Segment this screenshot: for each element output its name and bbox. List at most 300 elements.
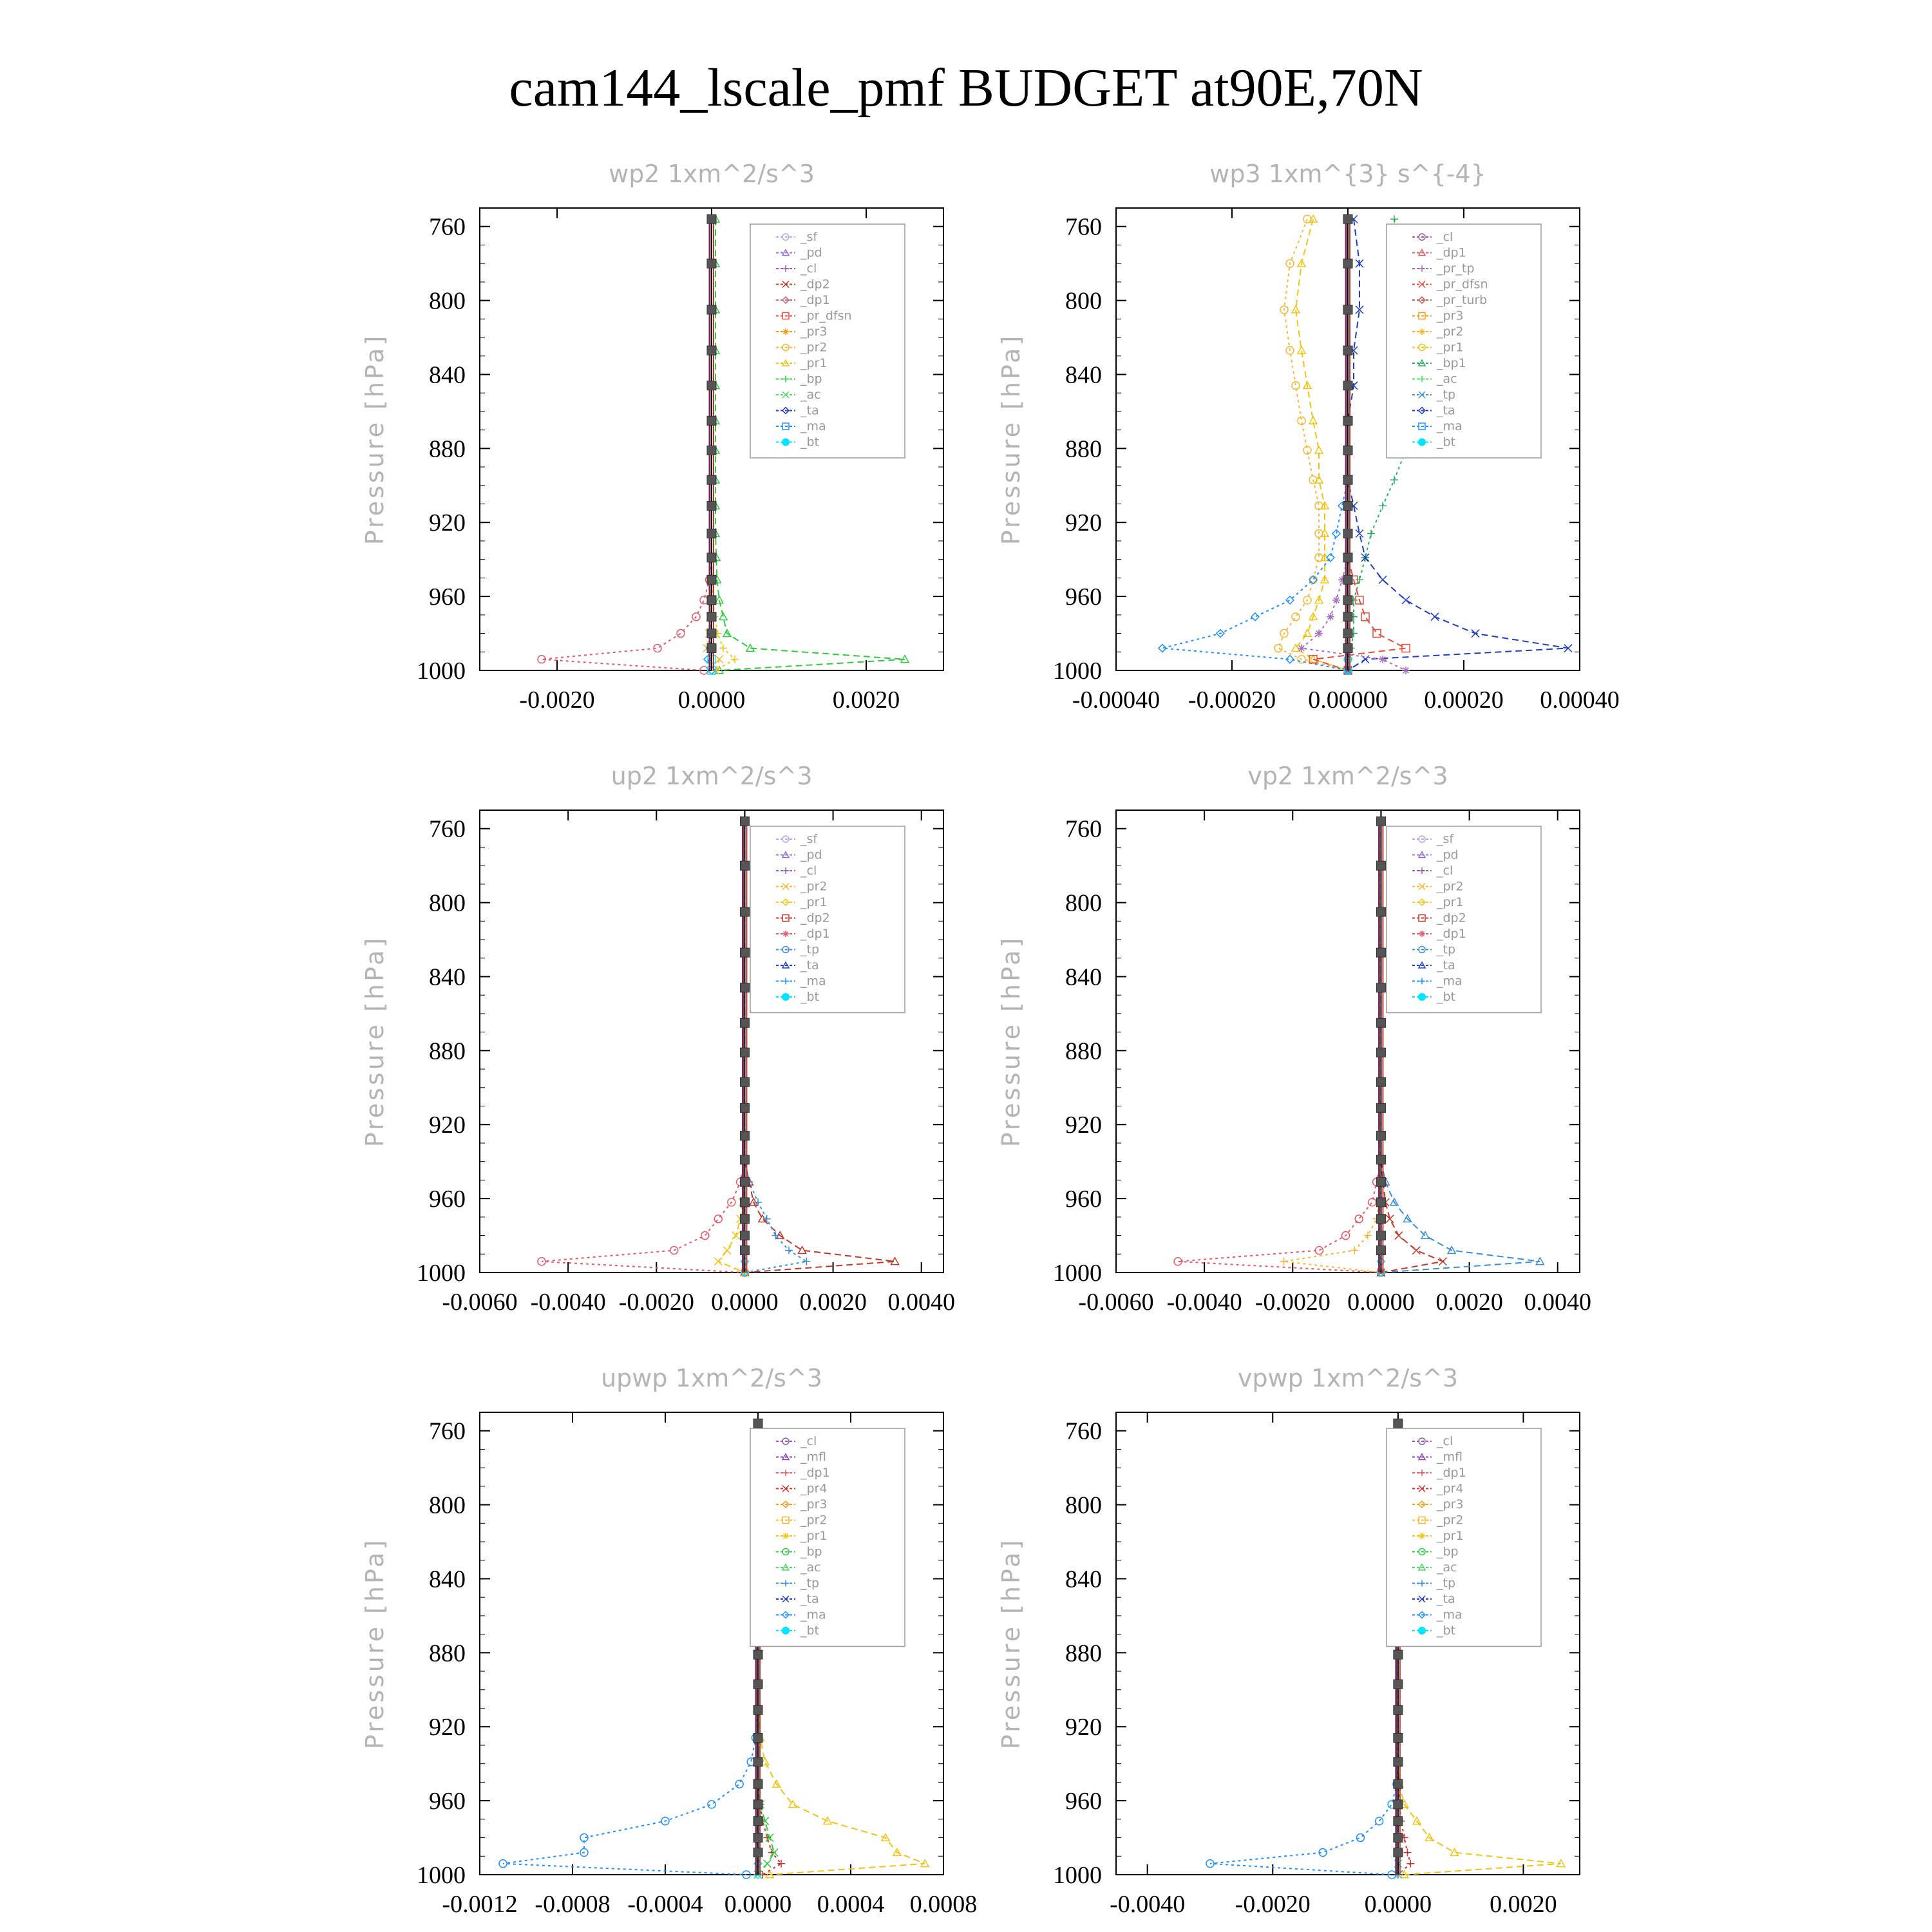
zero-cluster-marker [707, 553, 716, 562]
series-point [802, 1258, 810, 1265]
y-tick-label: 880 [1065, 1037, 1102, 1065]
series-point [1376, 1817, 1383, 1825]
y-tick-label: 800 [1065, 1492, 1102, 1519]
series-line-pr2 [1284, 821, 1381, 1273]
legend-entry-label: _tp [800, 942, 820, 957]
y-tick-label: 1000 [1053, 1862, 1102, 1889]
legend-entry-label: _pr1 [800, 356, 828, 370]
panel-title: vpwp 1xm^2/s^3 [1237, 1364, 1459, 1392]
legend-entry-label: _ma [800, 1607, 826, 1622]
legend-entry-label: _dp1 [1437, 245, 1466, 260]
y-tick-label: 760 [429, 213, 466, 241]
series-point [1364, 1232, 1372, 1240]
zero-cluster-marker [1343, 305, 1352, 314]
y-axis-label: Pressure [hPa] [361, 333, 389, 545]
y-tick-label: 800 [429, 1492, 466, 1519]
series-point [1472, 630, 1479, 638]
legend-entry-label: _pr_dfsn [1437, 277, 1488, 292]
zero-cluster-marker [1376, 1103, 1385, 1112]
panel-title: wp2 1xm^2/s^3 [609, 160, 815, 188]
legend-entry-label: _sf [1437, 832, 1454, 846]
legend-entry-label: _pr1 [800, 1529, 828, 1543]
zero-cluster-marker [753, 1733, 762, 1742]
y-tick-label: 920 [429, 1714, 466, 1741]
zero-cluster-marker [707, 501, 716, 510]
x-tick-label: 0.00040 [1540, 687, 1620, 714]
zero-cluster-marker [740, 1155, 749, 1164]
legend-entry-label: _bt [1437, 435, 1456, 450]
series-line-pr1 [1296, 219, 1348, 670]
zero-cluster-marker [753, 1419, 762, 1428]
series-point [1402, 667, 1410, 674]
series-line-dp1 [1178, 821, 1381, 1273]
zero-cluster-marker [753, 1680, 762, 1689]
series-point [1315, 630, 1323, 638]
y-tick-label: 960 [429, 583, 466, 611]
legend-entry-label: _pr2 [800, 1513, 828, 1528]
legend-entry-label: _pr2 [800, 879, 828, 894]
legend-entry-label: _cl [800, 1434, 817, 1448]
zero-cluster-marker [707, 612, 716, 621]
series-point [1373, 630, 1381, 638]
panel-title: wp3 1xm^{3} s^{-4} [1209, 160, 1486, 188]
zero-cluster-marker [753, 1757, 762, 1766]
legend-entry-label: _dp2 [800, 911, 830, 925]
legend-entry-label: _pr2 [800, 340, 828, 355]
legend-entry-label: _ma [1437, 1607, 1463, 1622]
legend-entry-label: _ma [1437, 974, 1463, 989]
legend-entry-label: _pr2 [1437, 1513, 1464, 1528]
legend-marker [1419, 931, 1425, 937]
legend-entry-label: _pr1 [1437, 895, 1464, 909]
series-point [1292, 613, 1300, 621]
zero-cluster-marker [1376, 1077, 1385, 1086]
y-axis-label: Pressure [hPa] [361, 935, 389, 1148]
y-tick-label: 840 [429, 1566, 466, 1593]
legend-entry-label: _dp2 [1437, 911, 1466, 925]
y-tick-label: 880 [429, 1640, 466, 1667]
x-tick-label: -0.0060 [442, 1289, 518, 1316]
legend-marker [782, 1533, 789, 1539]
legend-entry-label: _tp [1437, 942, 1456, 957]
series-point [1356, 576, 1363, 583]
legend-entry-label: _pr1 [1437, 1529, 1464, 1543]
x-tick-label: -0.0040 [1110, 1891, 1186, 1918]
zero-cluster-marker [1394, 1800, 1403, 1809]
y-tick-label: 920 [1065, 509, 1102, 537]
series-point [1390, 476, 1398, 484]
zero-cluster-marker [1394, 1705, 1403, 1714]
chart-panel-6 [997, 1364, 1580, 1918]
legend-entry-label: _ma [800, 974, 826, 989]
y-tick-label: 800 [1065, 287, 1102, 315]
x-tick-label: 0.0020 [1490, 1891, 1557, 1918]
y-tick-label: 800 [429, 287, 466, 315]
legend-entry-label: _cl [1437, 864, 1454, 878]
x-tick-label: -0.00040 [1072, 687, 1160, 714]
series-point [1251, 613, 1259, 621]
zero-cluster-marker [707, 575, 716, 584]
legend-entry-label: _pr1 [1437, 340, 1464, 355]
series-point [719, 645, 727, 652]
zero-cluster-marker [1376, 1246, 1385, 1255]
legend-box [750, 224, 905, 458]
x-tick-label: -0.0004 [627, 1891, 703, 1918]
zero-cluster-marker [740, 1177, 749, 1186]
legend-entry-label: _pd [1437, 848, 1459, 862]
chart-panel-2 [997, 160, 1620, 714]
y-tick-label: 880 [1065, 1640, 1102, 1667]
zero-cluster-marker [1394, 1680, 1403, 1689]
zero-cluster-marker [707, 381, 716, 390]
y-tick-label: 1000 [417, 1862, 466, 1889]
zero-cluster-marker [753, 1800, 762, 1809]
zero-cluster-marker [1394, 1419, 1403, 1428]
series-point [1298, 645, 1305, 652]
zero-cluster-marker [707, 214, 716, 223]
zero-cluster-marker [1343, 596, 1352, 605]
legend-entry-label: _cl [800, 864, 817, 878]
legend-entry-label: _bt [800, 435, 820, 450]
legend-entry-label: _pr4 [1437, 1481, 1464, 1496]
x-tick-label: 0.0008 [909, 1891, 978, 1918]
zero-cluster-marker [1343, 501, 1352, 510]
legend-entry-label: _bp [800, 372, 822, 386]
zero-cluster-marker [1376, 861, 1385, 870]
y-tick-label: 920 [1065, 1714, 1102, 1741]
legend-entry-label: _ac [1437, 372, 1457, 386]
series-point [1386, 1215, 1394, 1223]
x-tick-label: -0.0040 [530, 1289, 606, 1316]
series-point [1439, 1258, 1446, 1265]
series-point [723, 1247, 731, 1255]
zero-cluster-marker [1376, 1231, 1385, 1240]
zero-cluster-marker [740, 948, 749, 957]
zero-cluster-marker [740, 861, 749, 870]
series-point [1332, 596, 1340, 604]
series-point [1280, 1258, 1288, 1265]
legend-entry-label: _ta [800, 958, 819, 972]
zero-cluster-marker [1376, 1018, 1385, 1027]
series-line-dp1 [542, 219, 712, 670]
legend-entry-label: _bt [800, 990, 820, 1004]
legend-entry-label: _cl [1437, 1434, 1454, 1448]
y-tick-label: 1000 [417, 658, 466, 685]
zero-cluster-marker [707, 416, 716, 425]
zero-cluster-marker [740, 1077, 749, 1086]
series-point [1356, 1834, 1364, 1842]
zero-cluster-marker [753, 1779, 762, 1788]
legend-entry-label: _dp2 [800, 277, 830, 292]
zero-cluster-marker [1376, 1215, 1385, 1224]
series-point [714, 1215, 722, 1223]
zero-cluster-marker [753, 1848, 762, 1857]
legend-entry-label: _pr1 [800, 895, 828, 909]
x-tick-label: 0.0020 [799, 1289, 867, 1316]
zero-cluster-marker [707, 259, 716, 268]
series-line-ma [503, 1423, 758, 1875]
series-point [1406, 1860, 1414, 1868]
series-point [715, 656, 723, 663]
series-point [1403, 1849, 1411, 1857]
legend-entry-label: _dp1 [1437, 1466, 1466, 1480]
zero-cluster-marker [1343, 446, 1352, 455]
zero-cluster-marker [707, 475, 716, 484]
legend-marker [782, 1627, 790, 1634]
legend-entry-label: _tp [1437, 1576, 1456, 1591]
legend-entry-label: _ac [800, 388, 821, 402]
x-tick-label: -0.0008 [535, 1891, 611, 1918]
legend-entry-label: _sf [800, 230, 818, 244]
zero-cluster-marker [707, 529, 716, 538]
series-point [1367, 529, 1375, 537]
zero-cluster-marker [1376, 1048, 1385, 1057]
legend-entry-label: _ta [800, 1592, 819, 1606]
legend-marker [782, 993, 790, 1001]
zero-cluster-marker [740, 1246, 749, 1255]
zero-cluster-marker [1376, 1198, 1385, 1207]
y-tick-label: 840 [1065, 1566, 1102, 1593]
legend-entry-label: _pr3 [1437, 308, 1464, 323]
legend-entry-label: _ta [1437, 1592, 1455, 1606]
legend-box [750, 1428, 905, 1647]
zero-cluster-marker [1343, 612, 1352, 621]
series-point [700, 596, 708, 604]
y-tick-label: 960 [429, 1788, 466, 1815]
legend-marker [1418, 1627, 1426, 1634]
legend-marker [1419, 328, 1425, 335]
series-point [1327, 613, 1334, 621]
zero-cluster-marker [740, 1198, 749, 1207]
legend-entry-label: _pr3 [800, 1497, 828, 1511]
zero-cluster-marker [753, 1817, 762, 1826]
zero-cluster-marker [740, 1131, 749, 1140]
zero-cluster-marker [1343, 553, 1352, 562]
series-point [1274, 645, 1282, 652]
legend-entry-label: _tp [1437, 388, 1456, 402]
zero-cluster-marker [1394, 1848, 1403, 1857]
series-point [1402, 596, 1410, 604]
y-tick-label: 920 [429, 509, 466, 537]
zero-cluster-marker [1376, 817, 1385, 826]
series-point [1303, 630, 1311, 637]
zero-cluster-marker [1343, 214, 1352, 223]
legend-entry-label: _pr3 [1437, 1497, 1464, 1511]
legend-marker [782, 439, 790, 446]
chart-panel-3 [361, 762, 955, 1316]
y-tick-label: 880 [1065, 435, 1102, 463]
legend-entry-label: _bt [1437, 990, 1456, 1004]
series-point [1395, 1232, 1403, 1240]
legend-marker [1418, 993, 1426, 1001]
y-tick-label: 760 [429, 1417, 466, 1445]
zero-cluster-marker [707, 346, 716, 355]
zero-cluster-marker [1394, 1757, 1403, 1766]
zero-cluster-marker [1376, 948, 1385, 957]
zero-cluster-marker [707, 596, 716, 605]
legend-entry-label: _ac [800, 1560, 821, 1575]
x-tick-label: 0.0040 [1524, 1289, 1591, 1316]
chart-panel-1 [361, 160, 943, 714]
series-point [1390, 215, 1398, 223]
x-tick-label: -0.0020 [618, 1289, 694, 1316]
y-tick-label: 840 [429, 361, 466, 389]
zero-cluster-marker [1394, 1733, 1403, 1742]
legend-entry-label: _bt [1437, 1624, 1456, 1638]
zero-cluster-marker [1343, 416, 1352, 425]
zero-cluster-marker [753, 1833, 762, 1842]
panel-title: vp2 1xm^2/s^3 [1247, 762, 1448, 790]
legend-marker [1418, 439, 1426, 446]
zero-cluster-marker [707, 305, 716, 314]
y-tick-label: 800 [1065, 889, 1102, 917]
legend-entry-label: _mfl [800, 1450, 826, 1464]
legend-entry-label: _pr_tp [1437, 261, 1475, 276]
zero-cluster-marker [1376, 1131, 1385, 1140]
panel-title: upwp 1xm^2/s^3 [601, 1364, 822, 1392]
y-tick-label: 960 [1065, 583, 1102, 611]
y-axis-label: Pressure [hPa] [997, 333, 1025, 545]
series-point [1379, 576, 1387, 583]
x-tick-label: -0.00020 [1188, 687, 1276, 714]
y-tick-label: 960 [1065, 1788, 1102, 1815]
legend-entry-label: _bt [800, 1624, 820, 1638]
zero-cluster-marker [740, 1048, 749, 1057]
y-tick-label: 960 [429, 1186, 466, 1213]
zero-cluster-marker [740, 1018, 749, 1027]
y-tick-label: 760 [429, 815, 466, 843]
zero-cluster-marker [740, 1215, 749, 1224]
y-tick-label: 760 [1065, 815, 1102, 843]
legend-entry-label: _bp [800, 1544, 822, 1559]
zero-cluster-marker [1376, 983, 1385, 992]
x-tick-label: 0.00020 [1424, 687, 1504, 714]
y-tick-label: 1000 [417, 1260, 466, 1287]
x-tick-label: 0.0000 [1364, 1891, 1432, 1918]
legend-entry-label: _ta [1437, 403, 1455, 418]
legend-entry-label: _cl [800, 261, 817, 276]
series-point [735, 1780, 743, 1788]
zero-cluster-marker [1343, 644, 1352, 653]
legend-entry-label: _ac [1437, 1560, 1457, 1575]
zero-cluster-marker [740, 817, 749, 826]
x-tick-label: 0.0000 [677, 687, 746, 714]
legend-entry-label: _dp1 [800, 927, 830, 941]
legend-entry-label: _tp [800, 1576, 820, 1591]
series-point [1361, 613, 1369, 621]
series-point [708, 1801, 715, 1808]
zero-cluster-marker [1343, 475, 1352, 484]
y-axis-label: Pressure [hPa] [361, 1537, 389, 1750]
y-tick-label: 840 [1065, 963, 1102, 991]
zero-cluster-marker [740, 983, 749, 992]
zero-cluster-marker [707, 644, 716, 653]
zero-cluster-marker [740, 1103, 749, 1112]
legend-marker [1419, 1533, 1425, 1539]
legend-entry-label: _bp1 [1437, 356, 1466, 370]
zero-cluster-marker [753, 1705, 762, 1714]
series-point [799, 1247, 806, 1254]
y-tick-label: 920 [1065, 1112, 1102, 1139]
series-point [1412, 1247, 1420, 1255]
y-tick-label: 960 [1065, 1186, 1102, 1213]
x-tick-label: -0.0060 [1078, 1289, 1154, 1316]
y-tick-label: 760 [1065, 1417, 1102, 1445]
series-line-ma [1210, 1423, 1398, 1875]
series-point [763, 1860, 771, 1868]
x-tick-label: -0.0020 [1255, 1289, 1331, 1316]
zero-cluster-marker [753, 1650, 762, 1659]
zero-cluster-marker [1343, 346, 1352, 355]
legend-entry-label: _pr4 [800, 1481, 828, 1496]
legend-entry-label: _sf [800, 832, 818, 846]
zero-cluster-marker [1343, 575, 1352, 584]
y-tick-label: 880 [429, 1037, 466, 1065]
legend-entry-label: _pd [800, 245, 822, 260]
legend-entry-label: _mfl [1437, 1450, 1463, 1464]
series-point [1431, 613, 1439, 621]
legend-entry-label: _pr2 [1437, 325, 1464, 339]
zero-cluster-marker [1394, 1817, 1403, 1826]
zero-cluster-marker [1343, 259, 1352, 268]
series-point [1315, 1247, 1323, 1255]
x-tick-label: 0.0020 [832, 687, 900, 714]
zero-cluster-marker [1343, 629, 1352, 638]
legend-entry-label: _pr_dfsn [800, 308, 852, 323]
legend-entry-label: _ma [800, 419, 826, 433]
chart-panel-4 [997, 762, 1591, 1316]
chart-panel-5 [361, 1364, 977, 1918]
zero-cluster-marker [707, 629, 716, 638]
zero-cluster-marker [740, 907, 749, 916]
series-point [1379, 502, 1387, 509]
series-point [1355, 1215, 1363, 1223]
series-line-dp1 [542, 821, 744, 1273]
legend-box [1387, 1428, 1541, 1647]
legend-entry-label: _ta [1437, 958, 1455, 972]
zero-cluster-marker [707, 446, 716, 455]
x-tick-label: 0.0004 [817, 1891, 885, 1918]
legend-entry-label: _cl [1437, 230, 1454, 244]
legend-entry-label: _dp1 [800, 1466, 830, 1480]
legend-marker [782, 931, 789, 937]
legend-entry-label: _pr3 [800, 325, 828, 339]
figure-title: cam144_lscale_pmf BUDGET at90E,70N [509, 58, 1423, 118]
series-line-ma [1162, 219, 1348, 670]
y-axis-label: Pressure [hPa] [997, 935, 1025, 1148]
zero-cluster-marker [1394, 1779, 1403, 1788]
x-tick-label: 0.0000 [724, 1891, 792, 1918]
y-tick-label: 880 [429, 435, 466, 463]
legend-entry-label: _pr2 [1437, 879, 1464, 894]
legend-entry-label: _ma [1437, 419, 1463, 433]
panel-title: up2 1xm^2/s^3 [611, 762, 813, 790]
legend-entry-label: _pd [800, 848, 822, 862]
zero-cluster-marker [1376, 1177, 1385, 1186]
x-tick-label: 0.0040 [887, 1289, 955, 1316]
zero-cluster-marker [1343, 529, 1352, 538]
y-tick-label: 840 [1065, 361, 1102, 389]
x-tick-label: -0.0012 [442, 1891, 518, 1918]
y-axis-label: Pressure [hPa] [997, 1537, 1025, 1750]
x-tick-label: -0.0020 [519, 687, 595, 714]
series-point [701, 1232, 709, 1240]
zero-cluster-marker [1394, 1833, 1403, 1842]
legend-entry-label: _dp1 [800, 293, 830, 307]
series-point [732, 1232, 740, 1240]
x-tick-label: 0.0020 [1435, 1289, 1503, 1316]
zero-cluster-marker [1394, 1650, 1403, 1659]
